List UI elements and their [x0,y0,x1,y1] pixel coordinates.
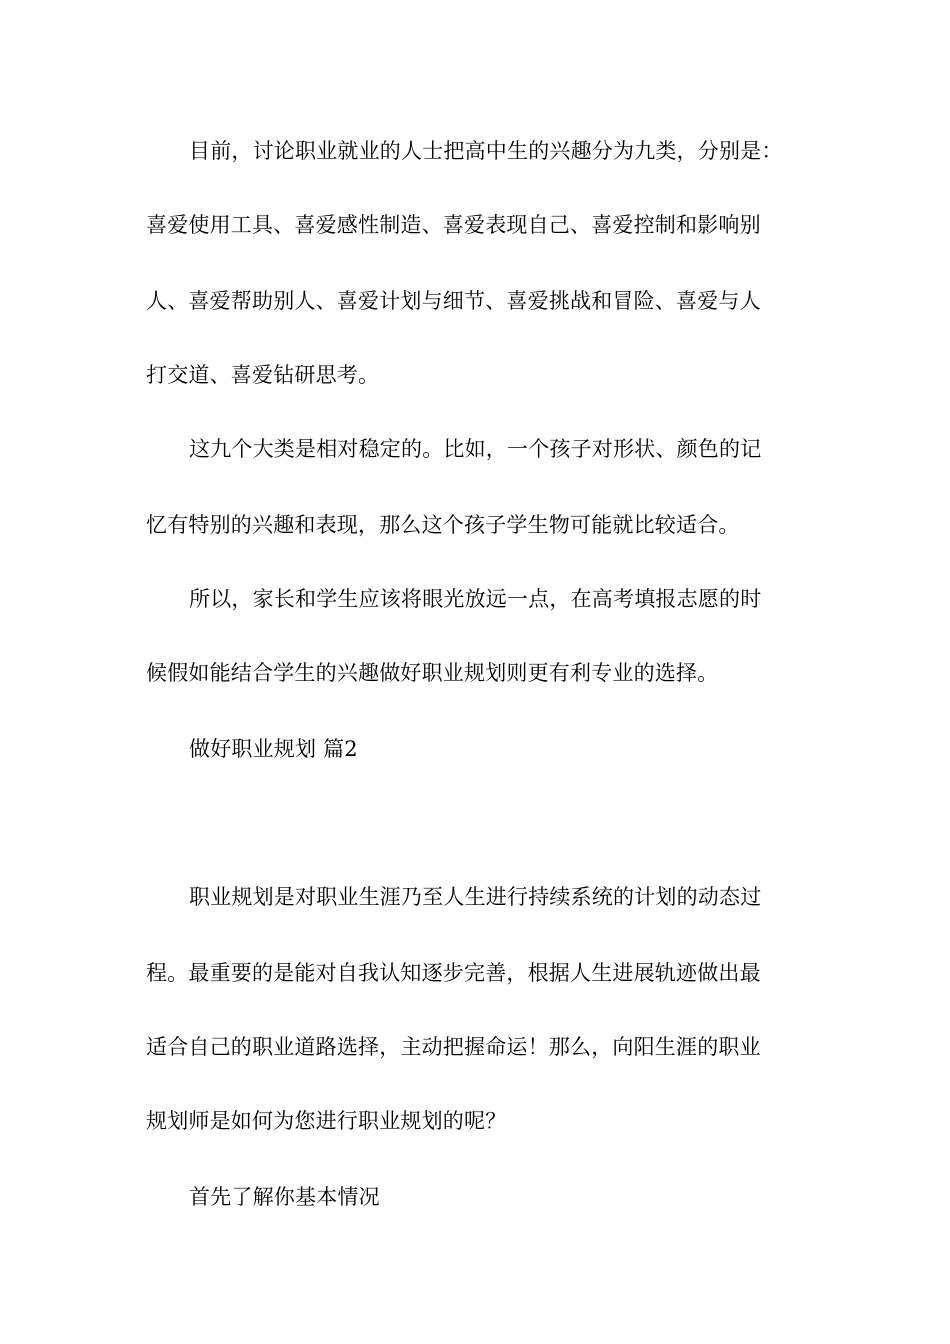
paragraph-4-line-4: 规划师是如何为您进行职业规划的呢？ [146,1109,507,1133]
paragraph-2-line-2: 忆有特别的兴趣和表现，那么这个孩子学生物可能就比较适合。 [146,513,740,537]
paragraph-1-line-1: 目前，讨论职业就业的人士把高中生的兴趣分为九类，分别是： [189,139,783,163]
paragraph-5-line-1: 首先了解你基本情况 [189,1185,380,1209]
paragraph-4-line-2: 程。最重要的是能对自我认知逐步完善，根据人生进展轨迹做出最 [146,961,761,985]
paragraph-2-line-1: 这九个大类是相对稳定的。比如，一个孩子对形状、颜色的记 [189,437,762,461]
paragraph-4-line-3: 适合自己的职业道路选择，主动把握命运！那么，向阳生涯的职业 [146,1035,761,1059]
section-heading: 做好职业规划 篇2 [189,737,358,761]
paragraph-1-line-4: 打交道、喜爱钻研思考。 [146,363,380,387]
paragraph-1-line-2: 喜爱使用工具、喜爱感性制造、喜爱表现自己、喜爱控制和影响别 [146,213,761,237]
paragraph-1-line-3: 人、喜爱帮助别人、喜爱计划与细节、喜爱挑战和冒险、喜爱与人 [146,289,761,313]
paragraph-3-line-1: 所以，家长和学生应该将眼光放远一点，在高考填报志愿的时 [189,587,762,611]
paragraph-4-line-1: 职业规划是对职业生涯乃至人生进行持续系统的计划的动态过 [189,885,762,909]
paragraph-3-line-2: 候假如能结合学生的兴趣做好职业规划则更有利专业的选择。 [146,661,719,685]
